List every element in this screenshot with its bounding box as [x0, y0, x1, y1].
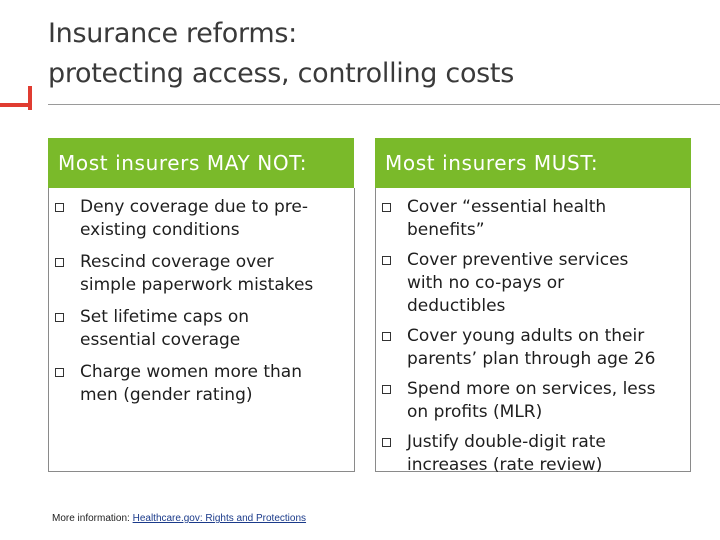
- list-item-text: Cover preventive services with no co-pays or deductibles: [407, 250, 629, 316]
- list-item: [49, 361, 329, 407]
- healthcare-gov-link[interactable]: Healthcare.gov: Rights and Protections: [132, 513, 307, 524]
- list-item-text: Charge women more than men (gender rating): [80, 362, 302, 405]
- more-information-footer: [52, 513, 306, 524]
- accent-horizontal-bar: [0, 103, 30, 107]
- may-not-list: [49, 196, 329, 416]
- may-not-header: Most insurers MAY NOT:: [48, 138, 354, 188]
- list-item-text: Spend more on services, less on profits (MLR): [407, 379, 656, 422]
- list-item-text: Cover young adults on their parents’ plan through age 26: [407, 326, 656, 369]
- square-bullet-icon: [382, 385, 391, 394]
- footer-prefix: More information:: [52, 513, 133, 524]
- square-bullet-icon: [55, 313, 64, 322]
- square-bullet-icon: [55, 368, 64, 377]
- list-item-text: Deny coverage due to pre-existing conditions: [80, 197, 309, 240]
- list-item-text: Set lifetime caps on essential coverage: [80, 307, 250, 350]
- square-bullet-icon: [382, 203, 391, 212]
- slide-title-line-2: protecting access, controlling costs: [48, 58, 514, 89]
- must-panel: [375, 188, 691, 475]
- list-item-text: Justify double-digit rate increases (rate review): [407, 432, 606, 475]
- square-bullet-icon: [55, 203, 64, 212]
- list-item: [376, 378, 666, 424]
- list-item: [376, 196, 666, 242]
- list-item-text: Cover “essential health benefits”: [407, 197, 607, 240]
- list-item: [376, 325, 666, 371]
- square-bullet-icon: [55, 258, 64, 267]
- title-divider: [48, 104, 720, 105]
- slide-title-line-1: Insurance reforms:: [48, 18, 297, 49]
- list-item: [376, 249, 666, 318]
- list-item: [49, 196, 329, 242]
- list-item: [49, 251, 329, 297]
- square-bullet-icon: [382, 332, 391, 341]
- list-item-text: Rescind coverage over simple paperwork mistakes: [80, 252, 314, 295]
- slide-title: [48, 14, 688, 94]
- list-item: [49, 306, 329, 352]
- must-list: [376, 196, 666, 484]
- may-not-panel: [48, 188, 355, 472]
- list-item: [376, 431, 666, 477]
- must-header: Most insurers MUST:: [375, 138, 691, 188]
- square-bullet-icon: [382, 256, 391, 265]
- square-bullet-icon: [382, 438, 391, 447]
